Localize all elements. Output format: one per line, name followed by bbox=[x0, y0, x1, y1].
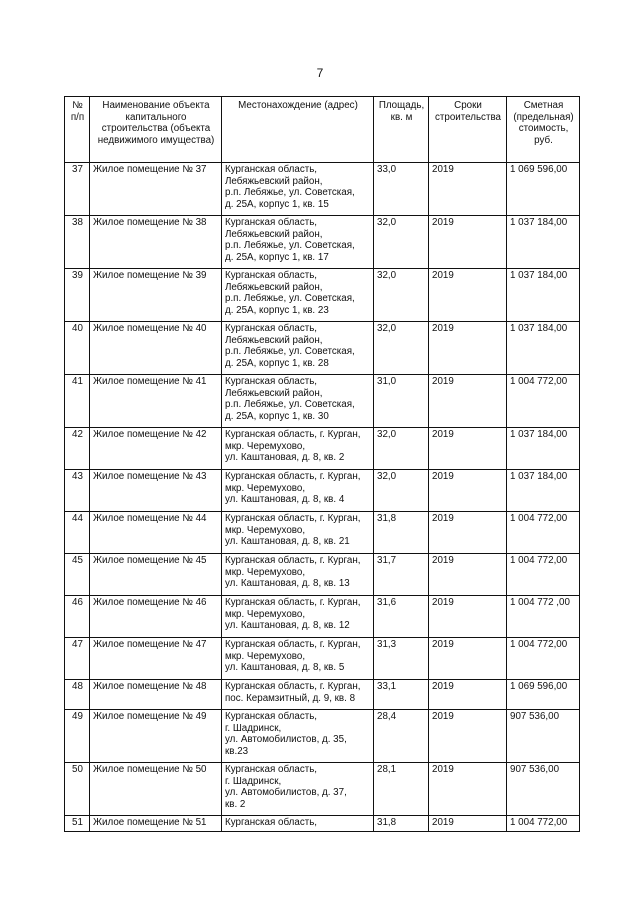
row-number-cell: 43 bbox=[65, 470, 90, 512]
objects-table bbox=[64, 96, 580, 832]
row-number-cell: 38 bbox=[65, 216, 90, 269]
construction-year-cell: 2019 bbox=[429, 269, 507, 322]
estimated-cost-cell: 1 069 596,00 bbox=[507, 680, 580, 710]
construction-year-cell: 2019 bbox=[429, 638, 507, 680]
table-row bbox=[65, 163, 580, 216]
table-row bbox=[65, 710, 580, 763]
construction-year-cell: 2019 bbox=[429, 554, 507, 596]
address-cell: Курганская область, Лебяжьевский район, р.п. Лебяжье, ул. Советская, д. 25А, корпус 1, кв. 17 bbox=[222, 216, 374, 269]
row-number-cell: 50 bbox=[65, 763, 90, 816]
table-row bbox=[65, 375, 580, 428]
estimated-cost-cell: 1 037 184,00 bbox=[507, 322, 580, 375]
object-name-cell: Жилое помещение № 40 bbox=[90, 322, 222, 375]
object-name-cell: Жилое помещение № 43 bbox=[90, 470, 222, 512]
row-number-cell: 39 bbox=[65, 269, 90, 322]
table-row bbox=[65, 763, 580, 816]
table-row bbox=[65, 554, 580, 596]
area-cell: 33,1 bbox=[374, 680, 429, 710]
table-row bbox=[65, 269, 580, 322]
header-number: № п/п bbox=[65, 97, 90, 163]
address-cell: Курганская область, г. Шадринск, ул. Автомобилистов, д. 37, кв. 2 bbox=[222, 763, 374, 816]
header-construction-period: Сроки строительства bbox=[429, 97, 507, 163]
address-cell: Курганская область, Лебяжьевский район, р.п. Лебяжье, ул. Советская, д. 25А, корпус 1, кв. 15 bbox=[222, 163, 374, 216]
construction-year-cell: 2019 bbox=[429, 816, 507, 832]
estimated-cost-cell: 1 037 184,00 bbox=[507, 269, 580, 322]
construction-year-cell: 2019 bbox=[429, 216, 507, 269]
estimated-cost-cell: 1 037 184,00 bbox=[507, 428, 580, 470]
estimated-cost-cell: 1 004 772 ,00 bbox=[507, 596, 580, 638]
row-number-cell: 49 bbox=[65, 710, 90, 763]
object-name-cell: Жилое помещение № 39 bbox=[90, 269, 222, 322]
address-cell: Курганская область, г. Курган, мкр. Черемухово, ул. Каштановая, д. 8, кв. 5 bbox=[222, 638, 374, 680]
construction-year-cell: 2019 bbox=[429, 322, 507, 375]
estimated-cost-cell: 907 536,00 bbox=[507, 710, 580, 763]
row-number-cell: 46 bbox=[65, 596, 90, 638]
table-row bbox=[65, 596, 580, 638]
construction-year-cell: 2019 bbox=[429, 596, 507, 638]
header-estimated-cost: Сметная (предельная) стоимость, руб. bbox=[507, 97, 580, 163]
object-name-cell: Жилое помещение № 44 bbox=[90, 512, 222, 554]
estimated-cost-cell: 1 004 772,00 bbox=[507, 512, 580, 554]
table-row bbox=[65, 512, 580, 554]
header-area: Площадь, кв. м bbox=[374, 97, 429, 163]
object-name-cell: Жилое помещение № 49 bbox=[90, 710, 222, 763]
header-object-name: Наименование объекта капитального строительства (объекта недвижимого имущества) bbox=[90, 97, 222, 163]
estimated-cost-cell: 1 069 596,00 bbox=[507, 163, 580, 216]
object-name-cell: Жилое помещение № 51 bbox=[90, 816, 222, 832]
estimated-cost-cell: 907 536,00 bbox=[507, 763, 580, 816]
object-name-cell: Жилое помещение № 47 bbox=[90, 638, 222, 680]
area-cell: 32,0 bbox=[374, 269, 429, 322]
construction-year-cell: 2019 bbox=[429, 428, 507, 470]
area-cell: 31,8 bbox=[374, 816, 429, 832]
estimated-cost-cell: 1 004 772,00 bbox=[507, 554, 580, 596]
area-cell: 32,0 bbox=[374, 216, 429, 269]
estimated-cost-cell: 1 037 184,00 bbox=[507, 216, 580, 269]
row-number-cell: 40 bbox=[65, 322, 90, 375]
area-cell: 33,0 bbox=[374, 163, 429, 216]
address-cell: Курганская область, г. Курган, мкр. Черемухово, ул. Каштановая, д. 8, кв. 12 bbox=[222, 596, 374, 638]
estimated-cost-cell: 1 004 772,00 bbox=[507, 816, 580, 832]
area-cell: 32,0 bbox=[374, 428, 429, 470]
row-number-cell: 44 bbox=[65, 512, 90, 554]
estimated-cost-cell: 1 004 772,00 bbox=[507, 375, 580, 428]
page-number: 7 bbox=[316, 66, 324, 80]
area-cell: 28,4 bbox=[374, 710, 429, 763]
table-row bbox=[65, 680, 580, 710]
area-cell: 28,1 bbox=[374, 763, 429, 816]
row-number-cell: 42 bbox=[65, 428, 90, 470]
area-cell: 31,6 bbox=[374, 596, 429, 638]
row-number-cell: 45 bbox=[65, 554, 90, 596]
table-row bbox=[65, 216, 580, 269]
address-cell: Курганская область, г. Курган, мкр. Черемухово, ул. Каштановая, д. 8, кв. 21 bbox=[222, 512, 374, 554]
construction-year-cell: 2019 bbox=[429, 512, 507, 554]
construction-year-cell: 2019 bbox=[429, 163, 507, 216]
object-name-cell: Жилое помещение № 41 bbox=[90, 375, 222, 428]
estimated-cost-cell: 1 004 772,00 bbox=[507, 638, 580, 680]
area-cell: 31,3 bbox=[374, 638, 429, 680]
table-row bbox=[65, 638, 580, 680]
area-cell: 32,0 bbox=[374, 322, 429, 375]
address-cell: Курганская область, г. Курган, мкр. Черемухово, ул. Каштановая, д. 8, кв. 13 bbox=[222, 554, 374, 596]
row-number-cell: 51 bbox=[65, 816, 90, 832]
table-row bbox=[65, 816, 580, 832]
construction-year-cell: 2019 bbox=[429, 680, 507, 710]
construction-year-cell: 2019 bbox=[429, 710, 507, 763]
estimated-cost-cell: 1 037 184,00 bbox=[507, 470, 580, 512]
construction-year-cell: 2019 bbox=[429, 763, 507, 816]
row-number-cell: 47 bbox=[65, 638, 90, 680]
object-name-cell: Жилое помещение № 50 bbox=[90, 763, 222, 816]
address-cell: Курганская область, г. Шадринск, ул. Автомобилистов, д. 35, кв.23 bbox=[222, 710, 374, 763]
area-cell: 31,7 bbox=[374, 554, 429, 596]
table-row bbox=[65, 428, 580, 470]
address-cell: Курганская область, г. Курган, мкр. Черемухово, ул. Каштановая, д. 8, кв. 4 bbox=[222, 470, 374, 512]
area-cell: 32,0 bbox=[374, 470, 429, 512]
address-cell: Курганская область, Лебяжьевский район, р.п. Лебяжье, ул. Советская, д. 25А, корпус 1, кв. 28 bbox=[222, 322, 374, 375]
table-row bbox=[65, 470, 580, 512]
address-cell: Курганская область, bbox=[222, 816, 374, 832]
object-name-cell: Жилое помещение № 46 bbox=[90, 596, 222, 638]
object-name-cell: Жилое помещение № 42 bbox=[90, 428, 222, 470]
area-cell: 31,8 bbox=[374, 512, 429, 554]
row-number-cell: 37 bbox=[65, 163, 90, 216]
address-cell: Курганская область, г. Курган, мкр. Черемухово, ул. Каштановая, д. 8, кв. 2 bbox=[222, 428, 374, 470]
construction-year-cell: 2019 bbox=[429, 375, 507, 428]
table-header-row bbox=[65, 97, 580, 163]
address-cell: Курганская область, Лебяжьевский район, р.п. Лебяжье, ул. Советская, д. 25А, корпус 1, кв. 30 bbox=[222, 375, 374, 428]
header-address: Местонахождение (адрес) bbox=[222, 97, 374, 163]
table-row bbox=[65, 322, 580, 375]
area-cell: 31,0 bbox=[374, 375, 429, 428]
construction-year-cell: 2019 bbox=[429, 470, 507, 512]
address-cell: Курганская область, Лебяжьевский район, р.п. Лебяжье, ул. Советская, д. 25А, корпус 1, кв. 23 bbox=[222, 269, 374, 322]
address-cell: Курганская область, г. Курган, пос. Керамзитный, д. 9, кв. 8 bbox=[222, 680, 374, 710]
object-name-cell: Жилое помещение № 48 bbox=[90, 680, 222, 710]
row-number-cell: 48 bbox=[65, 680, 90, 710]
object-name-cell: Жилое помещение № 38 bbox=[90, 216, 222, 269]
row-number-cell: 41 bbox=[65, 375, 90, 428]
object-name-cell: Жилое помещение № 45 bbox=[90, 554, 222, 596]
object-name-cell: Жилое помещение № 37 bbox=[90, 163, 222, 216]
